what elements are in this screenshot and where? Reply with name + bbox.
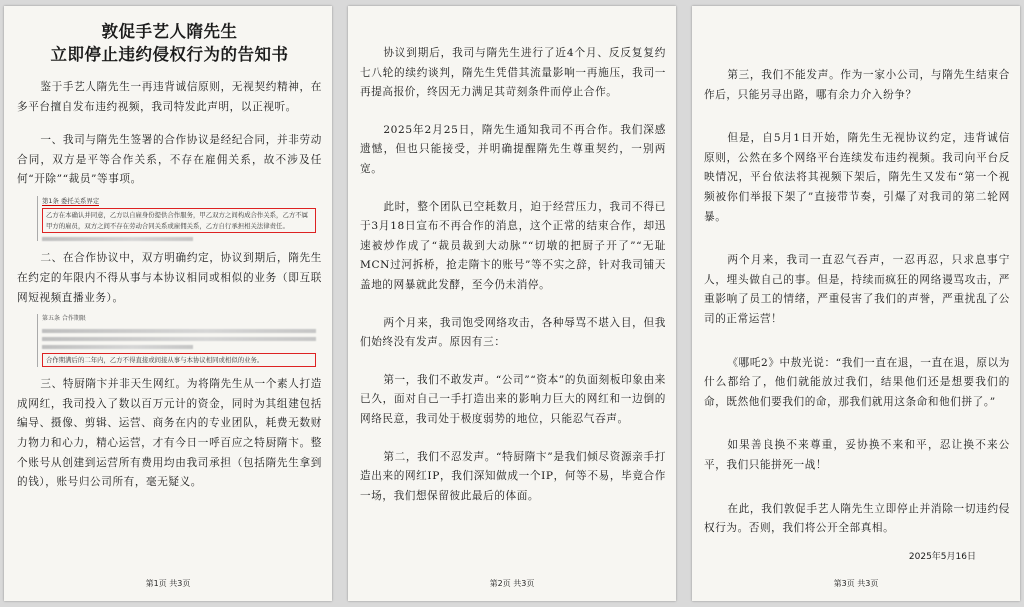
title-line-2: 立即停止违约侵权行为的告知书 xyxy=(50,45,289,64)
contract-excerpt-2 xyxy=(37,314,316,367)
paragraph: 第三，我们不能发声。作为一家小公司，与隋先生结束合作后，只能另寻出路，哪有余力介入纷争？ xyxy=(704,69,1010,101)
blurred-text xyxy=(42,337,316,341)
blurred-text xyxy=(42,237,193,241)
blurred-text xyxy=(42,345,193,349)
paragraph: 两个月来，我司饱受网络攻击，各种辱骂不堪入目，但我们始终没有发声。原因有三： xyxy=(360,316,666,349)
paragraph: 在此，我们敦促手艺人隋先生立即停止并消除一切违约侵权行为。否则，我们将公开全部真相。 xyxy=(704,502,1010,535)
page-footer: 第2页 共3页 xyxy=(489,579,535,588)
paragraph: 2025年2月25日，隋先生通知我司不再合作。我们深感遗憾，但也只能接受，并明确提醒隋先生尊重契约，一别两宽。 xyxy=(360,123,666,175)
paragraph: 此时，整个团队已空耗数月，迫于经营压力，我司不得已于3月18日宣布不再合作的消息，这个正常的结束合作，却迅速被炒作成了“裁员裁到大动脉”“切墩的把厨子开了”“无耻MCN过河拆桥，抢走隋卞的账号”等不实之辞，针对我司铺天盖地的网暴就此发酵，至今仍未消停。 xyxy=(360,200,666,291)
paragraph: 第二，我们不忍发声。“特厨隋卞”是我们倾尽资源亲手打造出来的网红IP，我们深知做成一个IP，何等不易，毕竟合作一场，我们想保留彼此最后的体面。 xyxy=(360,450,666,502)
paragraph: 一、我司与隋先生签署的合作协议是经纪合同，并非劳动合同，双方是平等合作关系，不存在雇佣关系，故不涉及任何“开除”“裁员”等事项。 xyxy=(17,134,322,186)
paragraph: 二、在合作协议中，双方明确约定，协议到期后，隋先生在约定的年限内不得从事与本协议相同或相似的业务（即互联网短视频直播业务）。 xyxy=(17,252,322,304)
document-page-1 xyxy=(4,6,332,601)
blurred-text xyxy=(42,329,316,333)
paragraph: 第一，我们不敢发声。“公司”“资本”的负面刻板印象由来已久，面对自己一手打造出来的影响力巨大的网红和一边倒的网络民意，我司处于极度弱势的地位，只能忍气吞声。 xyxy=(360,373,666,425)
document-date: 2025年5月16日 xyxy=(908,551,976,562)
page-footer: 第3页 共3页 xyxy=(833,579,879,588)
paragraph: 三、特厨隋卞并非天生网红。为将隋先生从一个素人打造成网红，我司投入了数以百万元计的资金，同时为其组建包括编导、摄像、剪辑、运营、商务在内的专业团队，耗费无数财力物力和心力，精心运营，才有今日一呼百应之特厨隋卞。整个账号从创建到运营所有费用均由我司承担（包括隋先生拿到的钱），账号归公司所有，毫无疑义。 xyxy=(17,378,322,489)
paragraph: 《哪吒2》中敖光说：“我们一直在退，一直在退，原以为什么都给了，他们就能放过我们，结果他们还是想要我们的命，既然他们要我们的命，那我们就用这条命和他们拼了。” xyxy=(704,356,1010,408)
highlighted-clause: 合作期满后的二年内，乙方不得直接或间接从事与本协议相同或相似的业务。 xyxy=(42,353,316,368)
title-line-1: 敦促手艺人隋先生 xyxy=(101,22,238,41)
paragraph: 但是，自5月1日开始，隋先生无视协议约定，违背诚信原则，公然在多个网络平台连续发布违约视频。我司向平台反映情况，平台依法将其视频下架后，隋先生又发布“第一个视频被你们举报下架了”直接带节奏，引爆了对我司的第二轮网暴。 xyxy=(704,132,1010,223)
document-page-3 xyxy=(692,6,1020,601)
page-footer: 第1页 共3页 xyxy=(145,579,191,588)
contract-excerpt-1 xyxy=(37,196,316,242)
excerpt-heading: 第五条 合作期限 xyxy=(42,315,86,323)
paragraph: 协议到期后，我司与隋先生进行了近4个月、反反复复约七八轮的续约谈判，隋先生凭借其流量影响一再施压，我司一再提高报价，终因无力满足其苛刻条件而停止合作。 xyxy=(360,47,666,99)
paragraph: 鉴于手艺人隋先生一再违背诚信原则，无视契约精神，在多平台擅自发布违约视频，我司特发此声明，以正视听。 xyxy=(17,81,322,113)
document-title xyxy=(17,20,322,66)
paragraph: 如果善良换不来尊重，妥协换不来和平，忍让换不来公平，我们只能拼死一战！ xyxy=(704,439,1010,471)
paragraph: 两个月来，我司一直忍气吞声，一忍再忍，只求息事宁人，埋头做自己的事。但是，持续而疯狂的网络谩骂攻击，严重影响了员工的情绪，严重侵害了我们的声誉，严重扰乱了公司的正常运营！ xyxy=(704,254,1010,325)
excerpt-heading: 第1条 委托关系界定 xyxy=(42,196,100,205)
highlighted-clause: 乙方在本确认并同意，乙方以自雇身份提供合作服务，甲乙双方之间构成合作关系，乙方不属甲方的雇员，双方之间不存在劳动合同关系或雇佣关系，乙方自行承担相关法律责任。 xyxy=(42,208,316,233)
document-page-2 xyxy=(348,6,676,601)
